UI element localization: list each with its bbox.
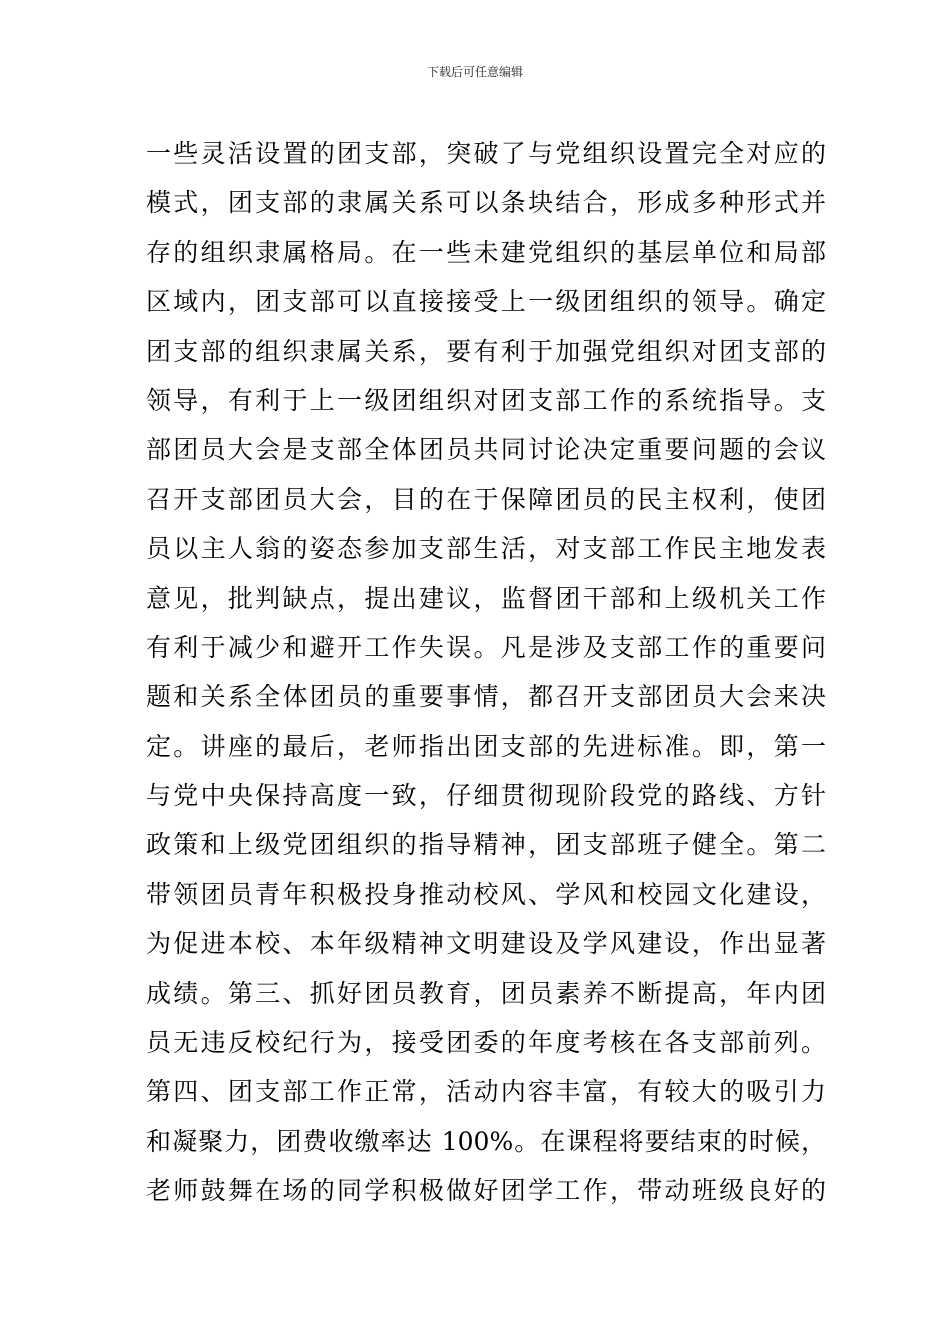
text-line: 部团员大会是支部全体团员共同讨论决定重要问题的会议 bbox=[146, 435, 826, 465]
text-line: 员以主人翁的姿态参加支部生活，对支部工作民主地发表 bbox=[146, 534, 826, 564]
text-line: 和凝聚力，团费收缴率达 100%。在课程将要结束的时候， bbox=[146, 1126, 826, 1156]
body-paragraph bbox=[146, 129, 826, 1216]
text-line: 一些灵活设置的团支部，突破了与党组织设置完全对应的 bbox=[146, 139, 826, 168]
text-line: 领导，有利于上一级团组织对团支部工作的系统指导。支 bbox=[146, 385, 826, 415]
page-header-note: 下载后可任意编辑 bbox=[426, 65, 523, 79]
text-line: 有利于减少和避开工作失误。凡是涉及支部工作的重要问 bbox=[146, 632, 826, 662]
text-line: 与党中央保持高度一致，仔细贯彻现阶段党的路线、方针 bbox=[146, 781, 826, 811]
text-line: 题和关系全体团员的重要事情，都召开支部团员大会来决 bbox=[146, 682, 826, 712]
text-line: 模式，团支部的隶属关系可以条块结合，形成多种形式并 bbox=[146, 188, 826, 218]
text-line: 意见，批判缺点，提出建议，监督团干部和上级机关工作 bbox=[146, 583, 826, 613]
text-line: 政策和上级党团组织的指导精神，团支部班子健全。第二 bbox=[146, 830, 826, 860]
text-line: 存的组织隶属格局。在一些未建党组织的基层单位和局部 bbox=[146, 237, 826, 267]
text-line: 为促进本校、本年级精神文明建设及学风建设，作出显著 bbox=[146, 929, 826, 959]
text-line: 召开支部团员大会，目的在于保障团员的民主权利，使团 bbox=[146, 484, 826, 514]
text-line: 成绩。第三、抓好团员教育，团员素养不断提高，年内团 bbox=[146, 978, 826, 1008]
text-line: 带领团员青年积极投身推动校风、学风和校园文化建设， bbox=[146, 879, 826, 909]
text-line: 定。讲座的最后，老师指出团支部的先进标准。即，第一 bbox=[146, 731, 826, 761]
text-line: 第四、团支部工作正常，活动内容丰富，有较大的吸引力 bbox=[146, 1077, 826, 1107]
text-line: 区域内，团支部可以直接接受上一级团组织的领导。确定 bbox=[146, 287, 826, 317]
text-line: 员无违反校纪行为，接受团委的年度考核在各支部前列。 bbox=[146, 1028, 826, 1058]
text-line: 团支部的组织隶属关系，要有利于加强党组织对团支部的 bbox=[146, 336, 826, 366]
text-line: 老师鼓舞在场的同学积极做好团学工作，带动班级良好的 bbox=[146, 1176, 826, 1206]
